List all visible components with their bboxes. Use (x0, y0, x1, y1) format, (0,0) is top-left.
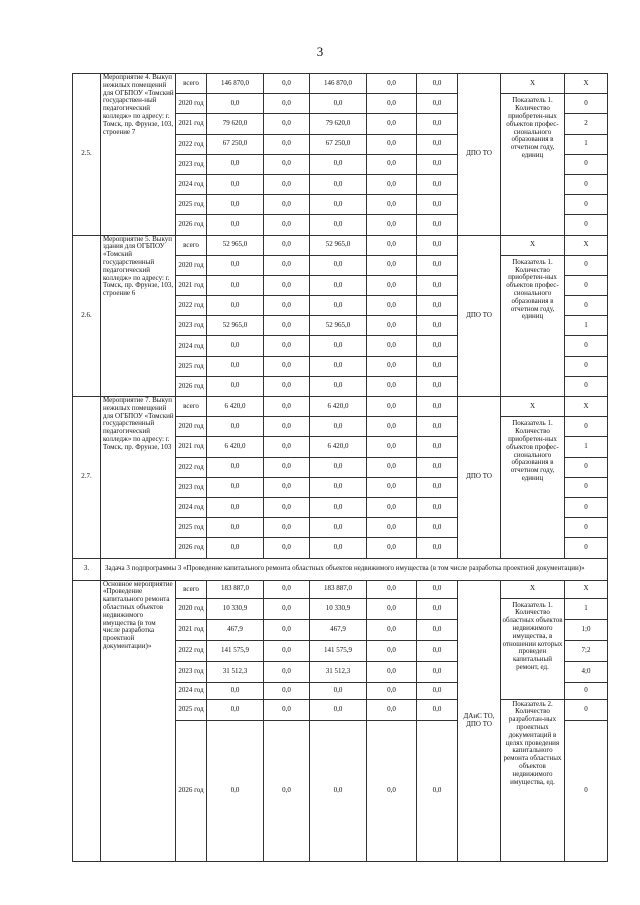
regional-cell: 0,0 (310, 275, 367, 295)
federal-cell: 0,0 (264, 74, 310, 94)
total-cell: 0,0 (207, 195, 264, 215)
regional-cell: 0,0 (310, 195, 367, 215)
value-cell: 0 (565, 174, 608, 194)
total-cell: 0,0 (207, 538, 264, 558)
event-name: Мероприятие 4. Выкуп нежилых помещений для ОГБПОУ «Томский государствен-ный педагогический колледж» по адресу: г. Томск, пр. Фрунзе, 103, строение 7 (101, 74, 176, 236)
value-cell: 2 (565, 114, 608, 134)
period-cell: 2022 год (176, 296, 207, 316)
extrabudget-cell: 0,0 (417, 174, 458, 194)
local-cell: 0,0 (367, 74, 417, 94)
period-cell: 2024 год (176, 682, 207, 699)
task-number: 3. (73, 558, 101, 580)
period-cell: всего (176, 74, 207, 94)
federal-cell: 0,0 (264, 619, 310, 640)
total-cell: 146 870,0 (207, 74, 264, 94)
local-cell: 0,0 (367, 94, 417, 114)
extrabudget-cell: 0,0 (417, 699, 458, 720)
row-number: 2.6. (73, 235, 101, 397)
total-cell: 467,9 (207, 619, 264, 640)
extrabudget-cell: 0,0 (417, 215, 458, 235)
regional-cell: 0,0 (310, 154, 367, 174)
executor-cell: ДПО ТО (458, 74, 501, 236)
regional-cell: 0,0 (310, 457, 367, 477)
local-cell: 0,0 (367, 316, 417, 336)
table-row (73, 580, 608, 598)
period-cell: 2026 год (176, 538, 207, 558)
row-number: 2.7. (73, 397, 101, 559)
value-cell: 0 (565, 497, 608, 517)
period-cell: 2025 год (176, 699, 207, 720)
extrabudget-cell: 0,0 (417, 356, 458, 376)
period-cell: 2021 год (176, 619, 207, 640)
extrabudget-cell: 0,0 (417, 235, 458, 255)
regional-cell: 141 575,9 (310, 640, 367, 661)
federal-cell: 0,0 (264, 580, 310, 598)
total-cell: 0,0 (207, 356, 264, 376)
local-cell: 0,0 (367, 457, 417, 477)
extrabudget-cell: 0,0 (417, 477, 458, 497)
regional-cell: 0,0 (310, 174, 367, 194)
extrabudget-cell: 0,0 (417, 640, 458, 661)
federal-cell: 0,0 (264, 640, 310, 661)
extrabudget-cell: 0,0 (417, 154, 458, 174)
federal-cell: 0,0 (264, 477, 310, 497)
period-cell: 2026 год (176, 215, 207, 235)
value-cell: 1;0 (565, 619, 608, 640)
period-cell: 2020 год (176, 255, 207, 275)
local-cell: 0,0 (367, 580, 417, 598)
local-cell: 0,0 (367, 195, 417, 215)
local-cell: 0,0 (367, 215, 417, 235)
total-cell: 10 330,9 (207, 598, 264, 619)
total-cell: 0,0 (207, 457, 264, 477)
extrabudget-cell: 0,0 (417, 74, 458, 94)
federal-cell: 0,0 (264, 356, 310, 376)
local-cell: 0,0 (367, 682, 417, 699)
local-cell: 0,0 (367, 154, 417, 174)
local-cell: 0,0 (367, 598, 417, 619)
value-cell: 0 (565, 275, 608, 295)
period-cell: 2024 год (176, 174, 207, 194)
value-cell: Х (565, 235, 608, 255)
extrabudget-cell: 0,0 (417, 296, 458, 316)
total-cell: 0,0 (207, 275, 264, 295)
federal-cell: 0,0 (264, 255, 310, 275)
extrabudget-cell: 0,0 (417, 598, 458, 619)
extrabudget-cell: 0,0 (417, 417, 458, 437)
local-cell: 0,0 (367, 356, 417, 376)
value-cell: 0 (565, 518, 608, 538)
executor-cell: ДПО ТО (458, 235, 501, 397)
total-cell: 0,0 (207, 497, 264, 517)
period-cell: 2022 год (176, 134, 207, 154)
extrabudget-cell: 0,0 (417, 275, 458, 295)
local-cell: 0,0 (367, 114, 417, 134)
period-cell: 2024 год (176, 336, 207, 356)
federal-cell: 0,0 (264, 296, 310, 316)
value-cell: 0 (565, 356, 608, 376)
value-cell: 0 (565, 682, 608, 699)
value-cell: 0 (565, 477, 608, 497)
indicator-cell: Показатель 1. Количество приобретен-ных объектов профес-сионального образования в отчетном году, единиц (501, 255, 565, 396)
event-name: Мероприятие 7. Выкуп нежилых помещений для ОГБПОУ «Томский государственный педагогический колледж» по адресу: г. Томск, пр. Фрунзе, 103 (101, 397, 176, 559)
value-cell: 0 (565, 538, 608, 558)
value-cell: 0 (565, 94, 608, 114)
extrabudget-cell: 0,0 (417, 316, 458, 336)
regional-cell: 0,0 (310, 94, 367, 114)
regional-cell: 67 250,0 (310, 134, 367, 154)
federal-cell: 0,0 (264, 336, 310, 356)
federal-cell: 0,0 (264, 437, 310, 457)
federal-cell: 0,0 (264, 275, 310, 295)
regional-cell: 0,0 (310, 215, 367, 235)
federal-cell: 0,0 (264, 682, 310, 699)
event-name: Мероприятие 5. Выкуп здания для ОГБПОУ «Томский государственный педагогический колледж» по адресу: г. Томск, пр. Фрунзе, 103, строение 6 (101, 235, 176, 397)
regional-cell: 467,9 (310, 619, 367, 640)
value-cell: 0 (565, 376, 608, 396)
local-cell: 0,0 (367, 437, 417, 457)
total-cell: 0,0 (207, 417, 264, 437)
local-cell: 0,0 (367, 174, 417, 194)
local-cell: 0,0 (367, 661, 417, 682)
extrabudget-cell: 0,0 (417, 538, 458, 558)
local-cell: 0,0 (367, 720, 417, 861)
extrabudget-cell: 0,0 (417, 437, 458, 457)
value-cell: 0 (565, 195, 608, 215)
regional-cell: 0,0 (310, 538, 367, 558)
value-cell: 0 (565, 457, 608, 477)
executor-cell: ДАиС ТО, ДПО ТО (458, 580, 501, 861)
regional-cell: 146 870,0 (310, 74, 367, 94)
regional-cell: 0,0 (310, 682, 367, 699)
regional-cell: 0,0 (310, 376, 367, 396)
value-cell: Х (565, 580, 608, 598)
federal-cell: 0,0 (264, 154, 310, 174)
target-cell: Х (501, 235, 565, 255)
period-cell: 2023 год (176, 661, 207, 682)
federal-cell: 0,0 (264, 174, 310, 194)
value-cell: 4;0 (565, 661, 608, 682)
federal-cell: 0,0 (264, 376, 310, 396)
federal-cell: 0,0 (264, 518, 310, 538)
extrabudget-cell: 0,0 (417, 682, 458, 699)
local-cell: 0,0 (367, 619, 417, 640)
federal-cell: 0,0 (264, 457, 310, 477)
regional-cell: 0,0 (310, 518, 367, 538)
regional-cell: 0,0 (310, 296, 367, 316)
regional-cell: 0,0 (310, 720, 367, 861)
local-cell: 0,0 (367, 376, 417, 396)
total-cell: 0,0 (207, 720, 264, 861)
local-cell: 0,0 (367, 538, 417, 558)
federal-cell: 0,0 (264, 417, 310, 437)
total-cell: 183 887,0 (207, 580, 264, 598)
table-row (73, 235, 608, 255)
target-cell: Х (501, 397, 565, 417)
extrabudget-cell: 0,0 (417, 518, 458, 538)
local-cell: 0,0 (367, 336, 417, 356)
regional-cell: 0,0 (310, 417, 367, 437)
period-cell: 2025 год (176, 356, 207, 376)
extrabudget-cell: 0,0 (417, 94, 458, 114)
total-cell: 0,0 (207, 699, 264, 720)
period-cell: 2023 год (176, 154, 207, 174)
federal-cell: 0,0 (264, 720, 310, 861)
task-title: Задача 3 подпрограммы 3 «Проведение капитального ремонта областных объектов недвижимого имущества (в том числе разработка проектной документации)» (101, 558, 608, 580)
period-cell: 2020 год (176, 417, 207, 437)
federal-cell: 0,0 (264, 114, 310, 134)
value-cell: 0 (565, 296, 608, 316)
federal-cell: 0,0 (264, 235, 310, 255)
regional-cell: 0,0 (310, 255, 367, 275)
federal-cell: 0,0 (264, 195, 310, 215)
period-cell: 2022 год (176, 457, 207, 477)
total-cell: 52 965,0 (207, 235, 264, 255)
local-cell: 0,0 (367, 477, 417, 497)
local-cell: 0,0 (367, 699, 417, 720)
federal-cell: 0,0 (264, 215, 310, 235)
period-cell: 2026 год (176, 376, 207, 396)
value-cell: 0 (565, 720, 608, 861)
extrabudget-cell: 0,0 (417, 134, 458, 154)
federal-cell: 0,0 (264, 538, 310, 558)
local-cell: 0,0 (367, 255, 417, 275)
total-cell: 52 965,0 (207, 316, 264, 336)
indicator2-cell: Показатель 2. Количество разработан-ных проектных документаций в целях проведения капитального ремонта областных объектов недвижимого имущества, ед. (501, 699, 565, 861)
regional-cell: 6 420,0 (310, 397, 367, 417)
total-cell: 6 420,0 (207, 397, 264, 417)
extrabudget-cell: 0,0 (417, 720, 458, 861)
extrabudget-cell: 0,0 (417, 195, 458, 215)
total-cell: 0,0 (207, 296, 264, 316)
federal-cell: 0,0 (264, 699, 310, 720)
extrabudget-cell: 0,0 (417, 457, 458, 477)
page-number: 3 (316, 44, 324, 59)
regional-cell: 0,0 (310, 699, 367, 720)
local-cell: 0,0 (367, 134, 417, 154)
period-cell: всего (176, 397, 207, 417)
total-cell: 0,0 (207, 174, 264, 194)
regional-cell: 6 420,0 (310, 437, 367, 457)
regional-cell: 0,0 (310, 477, 367, 497)
executor-cell: ДПО ТО (458, 397, 501, 559)
value-cell: 0 (565, 699, 608, 720)
total-cell: 0,0 (207, 518, 264, 538)
value-cell: 0 (565, 215, 608, 235)
period-cell: 2021 год (176, 114, 207, 134)
total-cell: 67 250,0 (207, 134, 264, 154)
period-cell: 2021 год (176, 437, 207, 457)
regional-cell: 52 965,0 (310, 316, 367, 336)
regional-cell: 0,0 (310, 336, 367, 356)
value-cell: 0 (565, 336, 608, 356)
regional-cell: 0,0 (310, 497, 367, 517)
value-cell: 1 (565, 134, 608, 154)
total-cell: 0,0 (207, 255, 264, 275)
target-cell: Х (501, 580, 565, 598)
extrabudget-cell: 0,0 (417, 661, 458, 682)
total-cell: 0,0 (207, 154, 264, 174)
regional-cell: 0,0 (310, 356, 367, 376)
federal-cell: 0,0 (264, 94, 310, 114)
federal-cell: 0,0 (264, 661, 310, 682)
total-cell: 0,0 (207, 215, 264, 235)
table-body (73, 74, 608, 862)
regional-cell: 79 620,0 (310, 114, 367, 134)
local-cell: 0,0 (367, 640, 417, 661)
value-cell: 0 (565, 154, 608, 174)
total-cell: 0,0 (207, 376, 264, 396)
period-cell: 2025 год (176, 518, 207, 538)
period-cell: 2025 год (176, 195, 207, 215)
period-cell: 2024 год (176, 497, 207, 517)
total-cell: 0,0 (207, 682, 264, 699)
table-row (73, 74, 608, 94)
federal-cell: 0,0 (264, 497, 310, 517)
row-number (73, 580, 101, 861)
extrabudget-cell: 0,0 (417, 580, 458, 598)
total-cell: 0,0 (207, 336, 264, 356)
local-cell: 0,0 (367, 518, 417, 538)
federal-cell: 0,0 (264, 397, 310, 417)
row-number: 2.5. (73, 74, 101, 236)
extrabudget-cell: 0,0 (417, 376, 458, 396)
extrabudget-cell: 0,0 (417, 497, 458, 517)
extrabudget-cell: 0,0 (417, 255, 458, 275)
regional-cell: 10 330,9 (310, 598, 367, 619)
regional-cell: 52 965,0 (310, 235, 367, 255)
indicator-cell: Показатель 1. Количество приобретен-ных объектов профес-сионального образования в отчетном году, единиц (501, 417, 565, 558)
indicator1-cell: Показатель 1. Количество областных объектов недвижимого имущества, в отношении которых проведен капитальный ремонт, ед. (501, 598, 565, 699)
regional-cell: 31 512,3 (310, 661, 367, 682)
period-cell: 2023 год (176, 477, 207, 497)
value-cell: Х (565, 397, 608, 417)
local-cell: 0,0 (367, 397, 417, 417)
total-cell: 6 420,0 (207, 437, 264, 457)
federal-cell: 0,0 (264, 316, 310, 336)
indicator-cell: Показатель 1. Количество приобретен-ных объектов профес-сионального образования в отчетном году, единиц (501, 94, 565, 235)
federal-cell: 0,0 (264, 598, 310, 619)
total-cell: 0,0 (207, 94, 264, 114)
value-cell: 0 (565, 417, 608, 437)
event-name: Основное мероприятие «Проведение капитального ремонта областных объектов недвижимого имущества (в том числе разработка проектной документации)» (101, 580, 176, 861)
total-cell: 79 620,0 (207, 114, 264, 134)
extrabudget-cell: 0,0 (417, 336, 458, 356)
period-cell: 2020 год (176, 94, 207, 114)
total-cell: 0,0 (207, 477, 264, 497)
federal-cell: 0,0 (264, 134, 310, 154)
period-cell: 2021 год (176, 275, 207, 295)
value-cell: Х (565, 74, 608, 94)
period-cell: 2023 год (176, 316, 207, 336)
extrabudget-cell: 0,0 (417, 619, 458, 640)
local-cell: 0,0 (367, 497, 417, 517)
local-cell: 0,0 (367, 417, 417, 437)
extrabudget-cell: 0,0 (417, 397, 458, 417)
local-cell: 0,0 (367, 275, 417, 295)
period-cell: всего (176, 235, 207, 255)
period-cell: 2026 год (176, 720, 207, 861)
period-cell: 2022 год (176, 640, 207, 661)
program-table (72, 73, 608, 862)
period-cell: 2020 год (176, 598, 207, 619)
value-cell: 1 (565, 316, 608, 336)
extrabudget-cell: 0,0 (417, 114, 458, 134)
total-cell: 31 512,3 (207, 661, 264, 682)
local-cell: 0,0 (367, 296, 417, 316)
value-cell: 1 (565, 437, 608, 457)
task-row (73, 558, 608, 580)
regional-cell: 183 887,0 (310, 580, 367, 598)
target-cell: Х (501, 74, 565, 94)
period-cell: всего (176, 580, 207, 598)
total-cell: 141 575,9 (207, 640, 264, 661)
value-cell: 7;2 (565, 640, 608, 661)
table-row (73, 397, 608, 417)
local-cell: 0,0 (367, 235, 417, 255)
value-cell: 1 (565, 598, 608, 619)
value-cell: 0 (565, 255, 608, 275)
